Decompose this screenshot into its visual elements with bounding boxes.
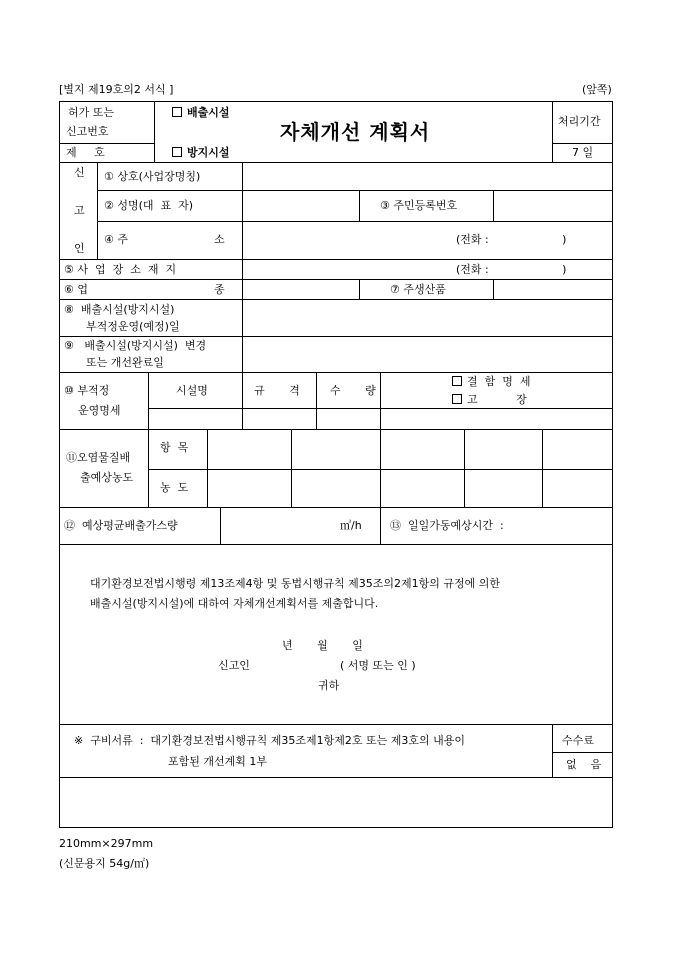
rule [493, 279, 494, 299]
reporter-section-char: 신 [74, 166, 85, 179]
gas-volume-unit: ㎥/h [340, 519, 362, 532]
required-documents-line2: 포함된 개선계획 1부 [168, 755, 267, 768]
pollutant-item-row-label: 항 목 [160, 441, 189, 454]
statement-line1: 대기환경보전법시행령 제13조제4항 및 동법시행규칙 제35조의2제1항의 규정에 의한 [90, 577, 500, 590]
rule [359, 279, 360, 299]
processing-period-label: 처리기간 [558, 115, 601, 128]
industry-label-a: ⑥ 업 [64, 283, 88, 296]
rule [59, 724, 613, 725]
pollutant-label: ⑪오염물질배 [66, 451, 131, 464]
pollutant-label-2: 출예상농도 [80, 471, 134, 484]
permit-label-line1: 허가 또는 [68, 106, 115, 119]
rule [493, 190, 494, 221]
business-location-label: ⑤ 사 업 장 소 재 지 [64, 263, 177, 276]
rule [59, 777, 613, 778]
phone-field: (전화 : ) [456, 233, 567, 246]
paper-size: 210mm×297mm [59, 837, 154, 850]
rule [97, 190, 613, 191]
rule [59, 279, 613, 280]
option-defect-label: 결 함 명 세 [467, 375, 531, 388]
page-title: 자체개선 계획서 [280, 120, 431, 144]
rule [97, 221, 613, 222]
rule [59, 259, 613, 260]
resident-number-label: ③ 주민등록번호 [380, 199, 458, 212]
location-phone-field: (전화 : ) [456, 263, 567, 276]
reporter-section-char: 인 [74, 242, 85, 255]
rule [59, 429, 613, 430]
rule [464, 429, 465, 507]
rule [154, 101, 155, 162]
address-label-a: ④ 주 [104, 233, 128, 246]
required-documents: ※ 구비서류 : 대기환경보전법시행규칙 제35조제1항제2호 또는 제3호의 내용이 [74, 734, 466, 747]
column-quantity: 수 량 [330, 384, 376, 397]
rule [242, 372, 243, 429]
rule [380, 429, 381, 507]
page-side: (앞쪽) [582, 83, 612, 96]
rule [542, 429, 543, 507]
reporter-section-char: 고 [74, 204, 85, 217]
change-completion-date-label: ⑨ 배출시설(방지시설) 변경 [64, 339, 207, 352]
pollutant-concentration-row-label: 농 도 [160, 481, 189, 494]
checkbox-prevention-facility[interactable] [172, 147, 230, 158]
rule [59, 143, 154, 144]
rule [291, 429, 292, 507]
change-completion-date-label-2: 또는 개선완료일 [86, 356, 164, 369]
option-failure-label: 고 장 [467, 393, 527, 406]
checkbox-icon [452, 376, 462, 386]
rule [59, 299, 613, 300]
rule [207, 429, 208, 507]
rule [552, 724, 553, 777]
checkbox-emission-label: 배출시설 [187, 106, 230, 119]
improper-operation-date-label: ⑧ 배출시설(방지시설) [64, 303, 175, 316]
paper-type: (신문용지 54g/㎡) [59, 857, 150, 870]
rule [380, 507, 381, 544]
signer-label: 신고인 [218, 659, 250, 672]
rule [242, 162, 243, 372]
signature-placeholder: ( 서명 또는 인 ) [340, 659, 416, 672]
statement-line2: 배출시설(방지시설)에 대하여 자체개선계획서를 제출합니다. [90, 597, 379, 610]
rule [552, 143, 613, 144]
operation-details-label: ⑩ 부적정 [64, 384, 110, 397]
daily-operation-time-label: ⑬ 일일가동예상시간 : [390, 519, 504, 532]
rule [59, 336, 613, 337]
fee-value: 없 음 [566, 758, 602, 771]
permit-label-line2: 신고번호 [66, 125, 109, 138]
rule [552, 101, 553, 162]
column-facility-name: 시설명 [176, 384, 208, 397]
rule [59, 507, 613, 508]
operation-details-label-2: 운영명세 [78, 404, 121, 417]
form-reference: [별지 제19호의2 서식 ] [59, 83, 174, 96]
main-product-label: ⑦ 주생산품 [390, 283, 446, 296]
rule [59, 162, 613, 163]
rule [380, 372, 381, 429]
rule [552, 752, 613, 753]
address-label-b: 소 [214, 233, 225, 246]
business-name-label: ① 상호(사업장명칭) [104, 170, 201, 183]
industry-label-b: 종 [214, 283, 225, 296]
addressee: 귀하 [318, 679, 340, 692]
rule [97, 162, 98, 259]
rule [59, 372, 613, 373]
checkbox-emission-facility[interactable] [172, 107, 230, 118]
checkbox-prevention-label: 방지시설 [187, 146, 230, 159]
checkbox-icon [452, 394, 462, 404]
column-specification: 규 격 [254, 384, 300, 397]
representative-name-label: ② 성명(대 표 자) [104, 199, 194, 212]
rule [59, 544, 613, 545]
processing-period-value: 7 일 [572, 146, 594, 159]
option-defect[interactable] [452, 376, 530, 387]
date-line: 년 월 일 [282, 639, 363, 652]
expected-gas-volume-label: ⑫ 예상평균배출가스량 [64, 519, 178, 532]
permit-number-label: 제 호 [66, 146, 105, 159]
checkbox-icon [172, 107, 182, 117]
rule [359, 190, 360, 221]
rule [220, 507, 221, 544]
rule [316, 372, 317, 429]
checkbox-icon [172, 147, 182, 157]
rule [148, 372, 149, 507]
improper-operation-date-label-2: 부적정운영(예정)일 [86, 320, 180, 333]
fee-label: 수수료 [562, 734, 594, 747]
option-failure[interactable] [452, 394, 527, 405]
